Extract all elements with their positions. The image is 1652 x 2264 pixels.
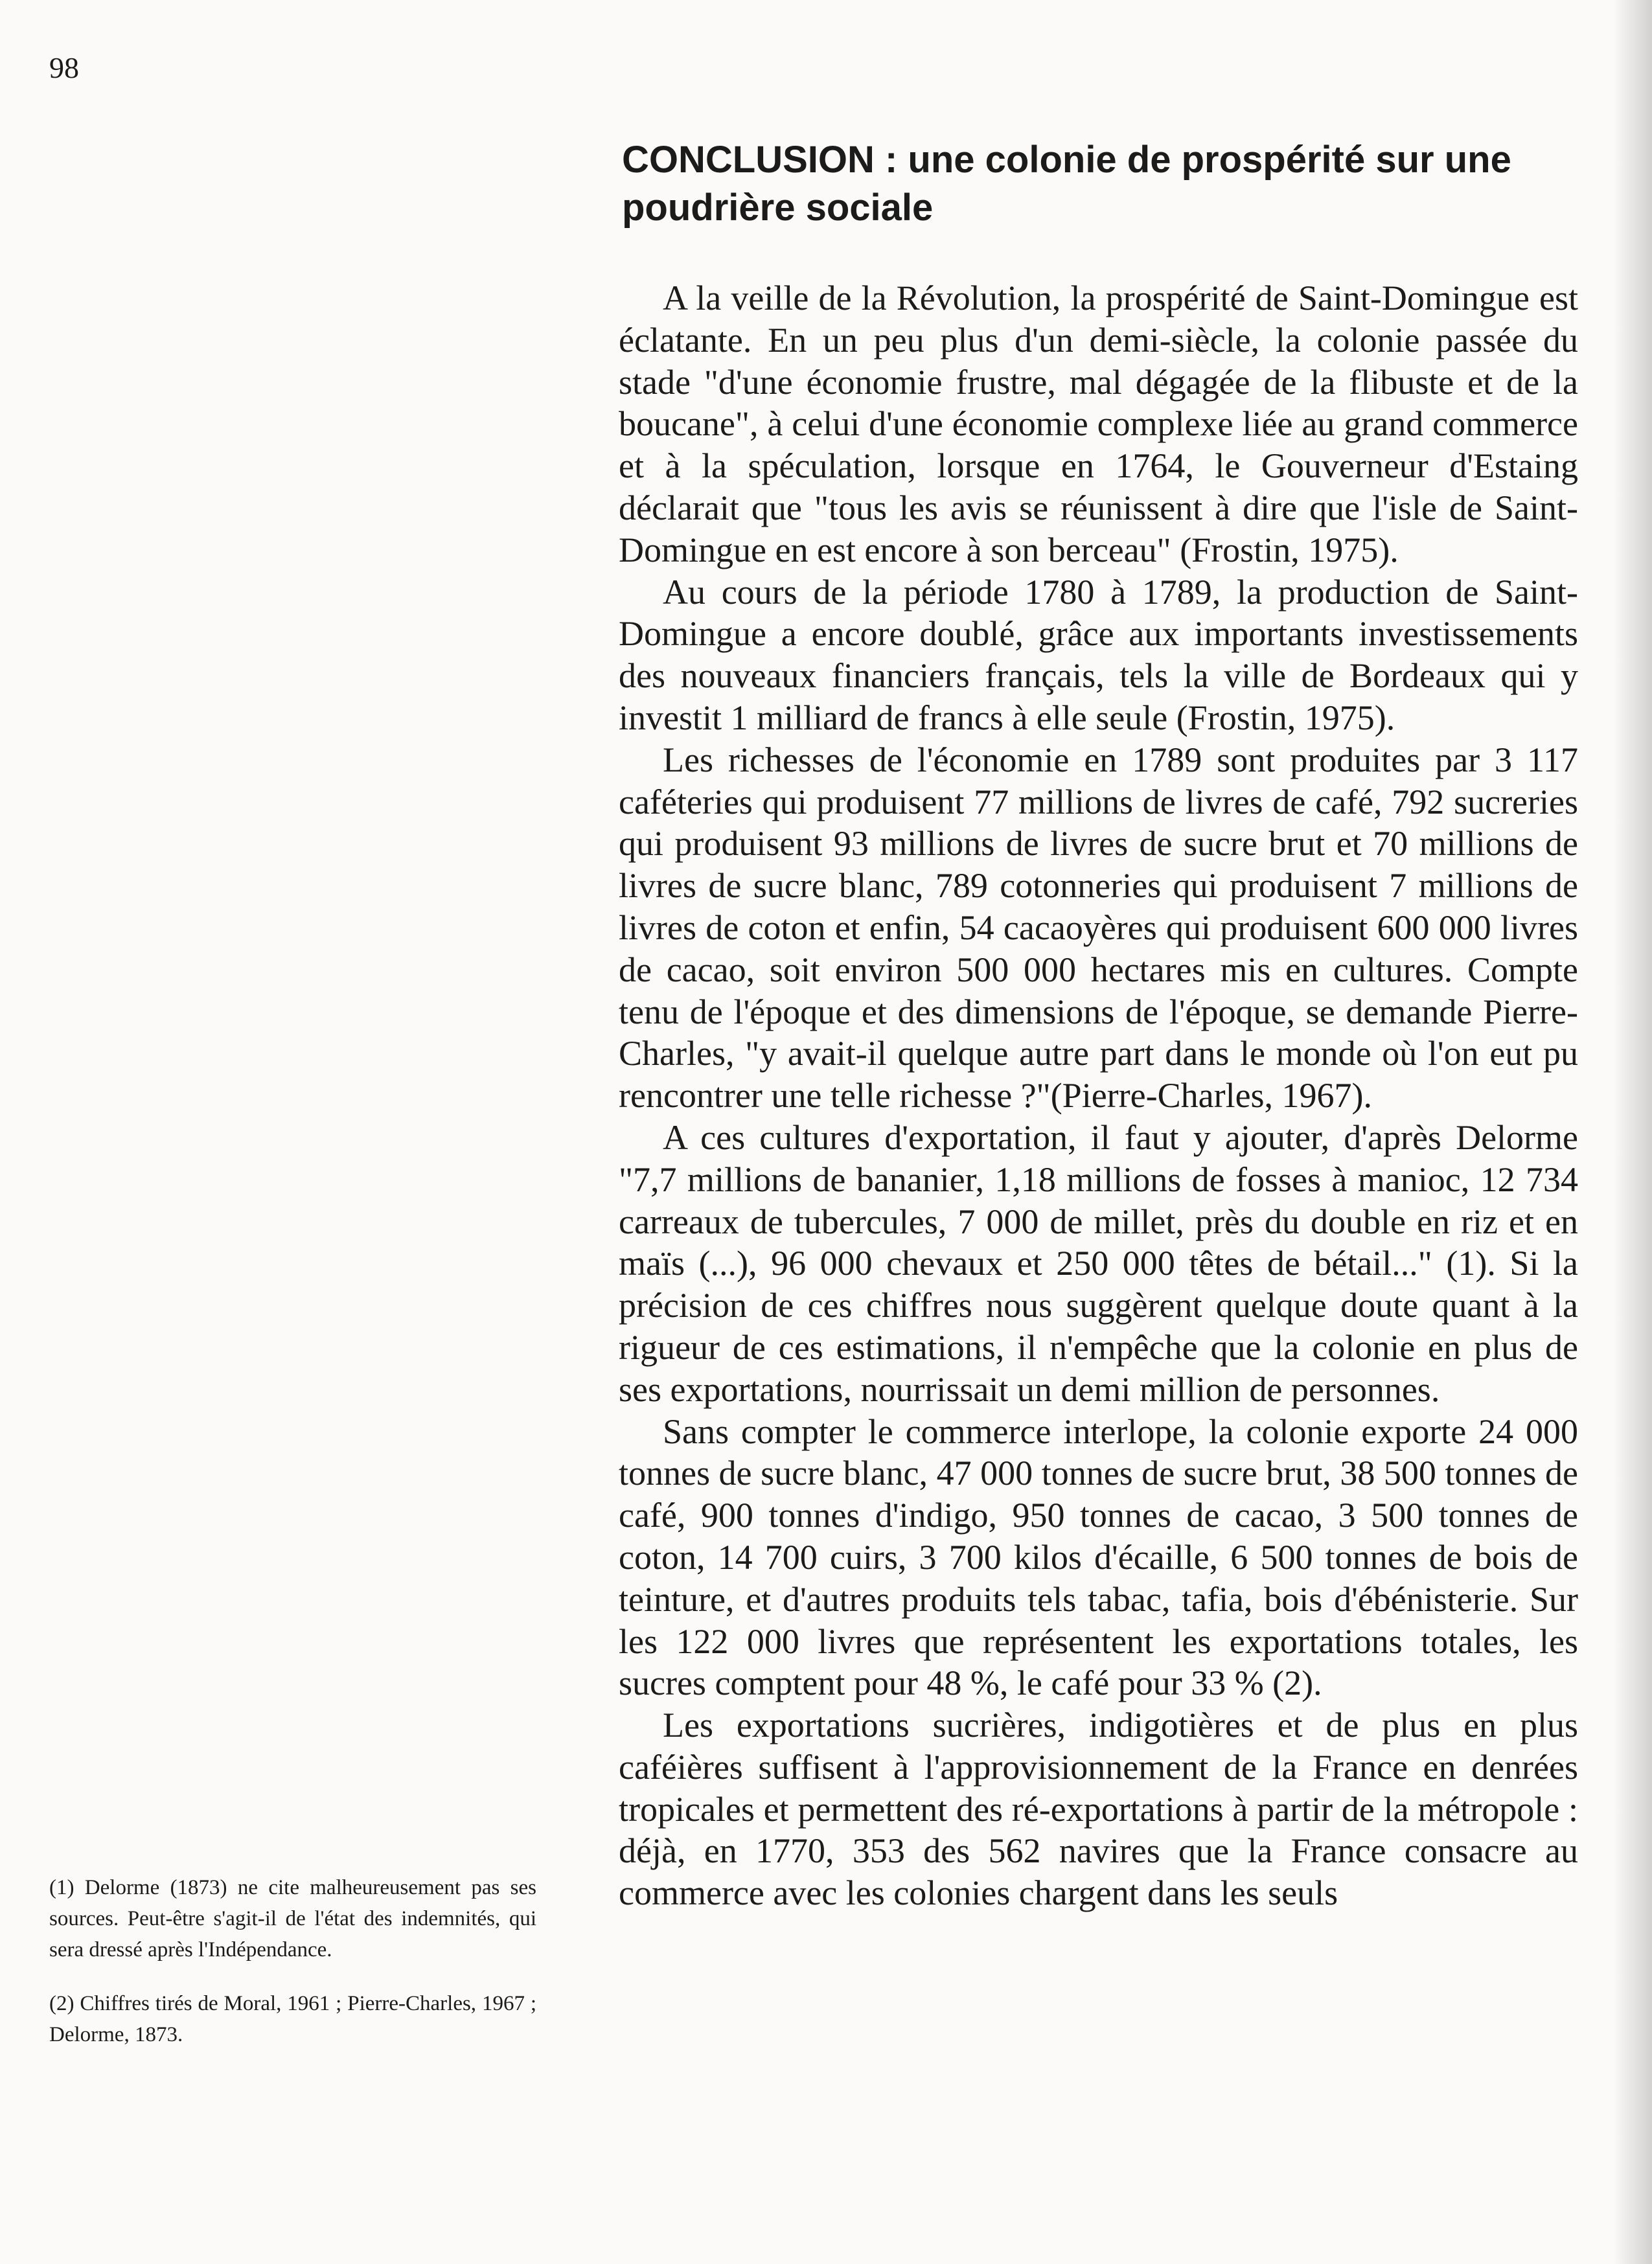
body-text [619,277,1578,1914]
page-number: 98 [49,51,79,84]
chapter-heading: CONCLUSION : une colonie de prospérité sur une poudrière sociale [622,139,1511,229]
paragraph: Les exportations sucrières, indigotières et de plus en plus caféières suffisent à l'approvisionnement de la France en denrées tropicales et permettent des ré-exportations à partir de la métropole : déjà, en 1770, 353 des 562 navires que la France consacre au commerce avec les colonies chargent dans les seuls [619,1706,1578,1913]
footnote-1: (1) Delorme (1873) ne cite malheureusement pas ses sources. Peut-être s'agit-il de l'état des indemnités, qui sera dressé après l'Indépendance. [49,1876,536,1961]
paragraph: Sans compter le commerce interlope, la colonie exporte 24 000 tonnes de sucre blanc, 47 000 tonnes de sucre brut, 38 500 tonnes de café, 900 tonnes d'indigo, 950 tonnes de cacao, 3 500 tonnes de coton, 14 700 cuirs, 3 700 kilos d'écaille, 6 500 tonnes de bois de teinture, et d'autres produits tels tabac, tafia, bois d'ébénisterie. Sur les 122 000 livres que représentent les exportations totales, les sucres comptent pour 48 %, le café pour 33 % (2). [619,1412,1578,1703]
page-edge-shadow [1613,0,1652,2264]
paragraph: Au cours de la période 1780 à 1789, la production de Saint-Domingue a encore doublé, grâce aux importants investissements des nouveaux financiers français, tels la ville de Bordeaux qui y investit 1 milliard de francs à elle seule (Frostin, 1975). [619,572,1578,737]
footnote-2: (2) Chiffres tirés de Moral, 1961 ; Pierre-Charles, 1967 ; Delorme, 1873. [49,1992,536,2046]
paragraph: A la veille de la Révolution, la prospérité de Saint-Domingue est éclatante. En un peu plus d'un demi-siècle, la colonie passée du stade "d'une économie frustre, mal dégagée de la flibuste et de la boucane", à celui d'une économie complexe liée au grand commerce et à la spéculation, lorsque en 1764, le Gouverneur d'Estaing déclarait que "tous les avis se réunissent à dire que l'isle de Saint-Domingue en est encore à son berceau" (Frostin, 1975). [619,279,1578,569]
footnotes [49,1872,536,2073]
paragraph: Les richesses de l'économie en 1789 sont produites par 3 117 caféteries qui produisent 77 millions de livres de café, 792 sucreries qui produisent 93 millions de livres de sucre brut et 70 millions de livres de sucre blanc, 789 cotonneries qui produisent 7 millions de livres de coton et enfin, 54 cacaoyères qui produisent 600 000 livres de cacao, soit environ 500 000 hectares mis en cultures. Compte tenu de l'époque et des dimensions de l'époque, se demande Pierre-Charles, "y avait-il quelque autre part dans le monde où l'on eut pu rencontrer une telle richesse ?"(Pierre-Charles, 1967). [619,740,1578,1115]
paragraph: A ces cultures d'exportation, il faut y ajouter, d'après Delorme "7,7 millions de bananier, 1,18 millions de fosses à manioc, 12 734 carreaux de tubercules, 7 000 de millet, près du double en riz et en maïs (...), 96 000 chevaux et 250 000 têtes de bétail..." (1). Si la précision de ces chiffres nous suggèrent quelque doute quant à la rigueur de ces estimations, il n'empêche que la colonie en plus de ses exportations, nourrissait un demi million de personnes. [619,1117,1578,1409]
